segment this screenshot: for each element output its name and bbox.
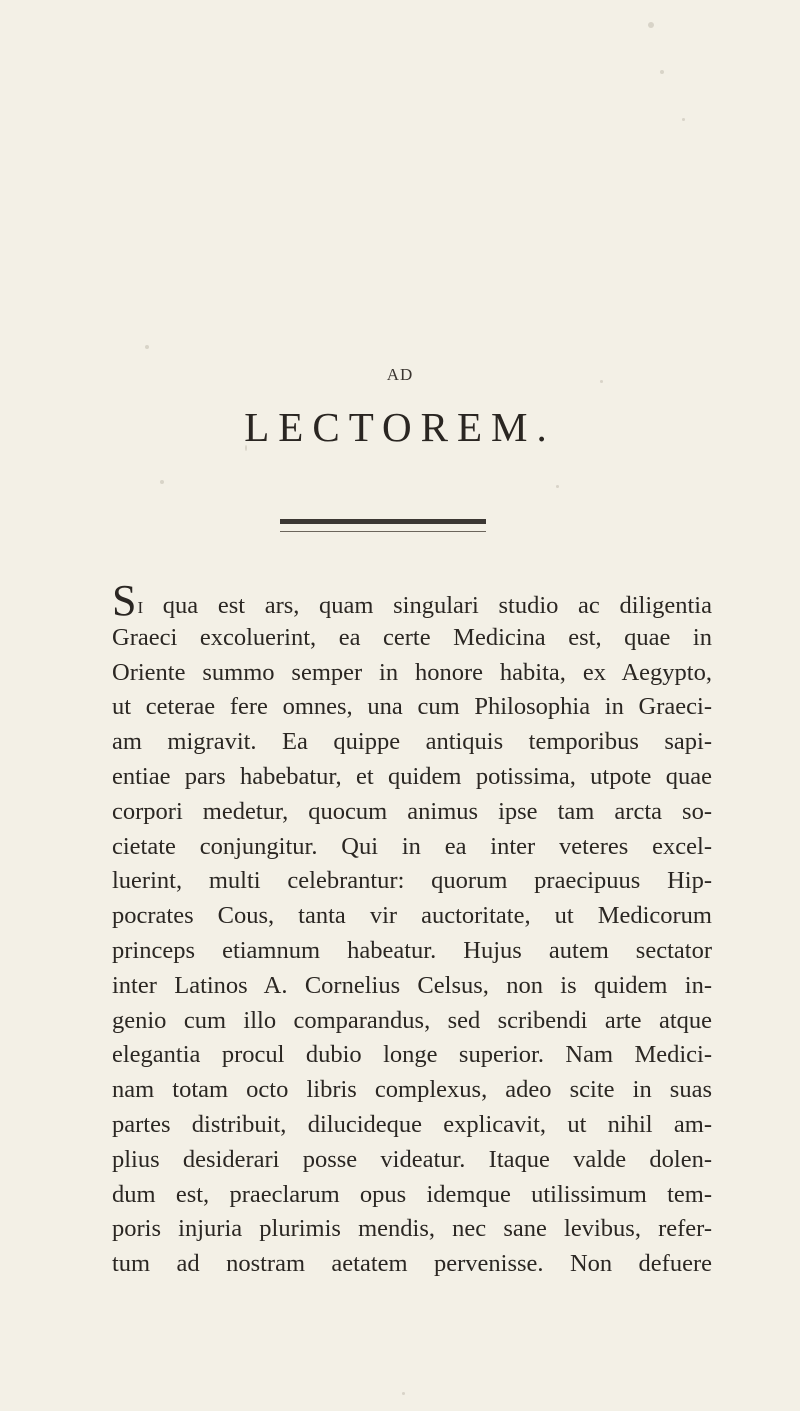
preface-text [112, 576, 712, 1282]
text-line: inter Latinos A. Cornelius Celsus, non is quidem in- [112, 971, 712, 999]
text-line: luerint, multi celebrantur: quorum praecipuus Hip- [112, 867, 712, 895]
paper-speck [556, 485, 559, 488]
text-line: princeps etiamnum habeatur. Hujus autem sectator [112, 936, 712, 964]
text-line: corpori medetur, quocum animus ipse tam arcta so- [112, 797, 712, 825]
text-line: partes distribuit, dilucideque explicavit, ut nihil am- [112, 1110, 712, 1138]
text-line: elegantia procul dubio longe superior. Nam Medici- [112, 1041, 712, 1069]
text-line: cietate conjungitur. Qui in ea inter veteres excel- [112, 832, 712, 860]
heading-ad: AD [386, 365, 414, 384]
paper-speck [160, 480, 164, 484]
paper-speck [402, 1392, 405, 1395]
text-line: nam totam octo libris complexus, adeo scite in suas [112, 1076, 712, 1104]
first-word-rest: i [137, 592, 144, 619]
text-line: plius desiderari posse videatur. Itaque valde dolen- [112, 1145, 712, 1173]
ornamental-rule-thin [280, 531, 486, 532]
text-line [112, 576, 712, 625]
paper-speck [648, 22, 654, 28]
text-line: pocrates Cous, tanta vir auctoritate, ut Medicorum [112, 902, 712, 930]
text-line: dum est, praeclarum opus idemque utilissimum tem- [112, 1180, 712, 1208]
paper-speck [682, 118, 685, 121]
ornamental-rule [280, 519, 486, 524]
text-line: am migravit. Ea quippe antiquis temporibus sapi- [112, 728, 712, 756]
heading-lectorem: LECTOREM. [244, 404, 556, 450]
line-text: qua est ars, quam singulari studio ac diligentia [143, 592, 712, 619]
paper-speck [145, 345, 149, 349]
text-line: genio cum illo comparandus, sed scribendi arte atque [112, 1006, 712, 1034]
text-line: Graeci excoluerint, ea certe Medicina est, quae in [112, 623, 712, 651]
text-line: entiae pars habebatur, et quidem potissima, utpote quae [112, 762, 712, 790]
text-line: tum ad nostram aetatem pervenisse. Non defuere [112, 1250, 712, 1278]
text-line: ut ceterae fere omnes, una cum Philosophia in Graeci- [112, 693, 712, 721]
text-line: poris injuria plurimis mendis, nec sane levibus, refer- [112, 1215, 712, 1243]
drop-cap: S [112, 576, 137, 625]
text-line: Oriente summo semper in honore habita, ex Aegypto, [112, 658, 712, 686]
paper-speck [660, 70, 664, 74]
